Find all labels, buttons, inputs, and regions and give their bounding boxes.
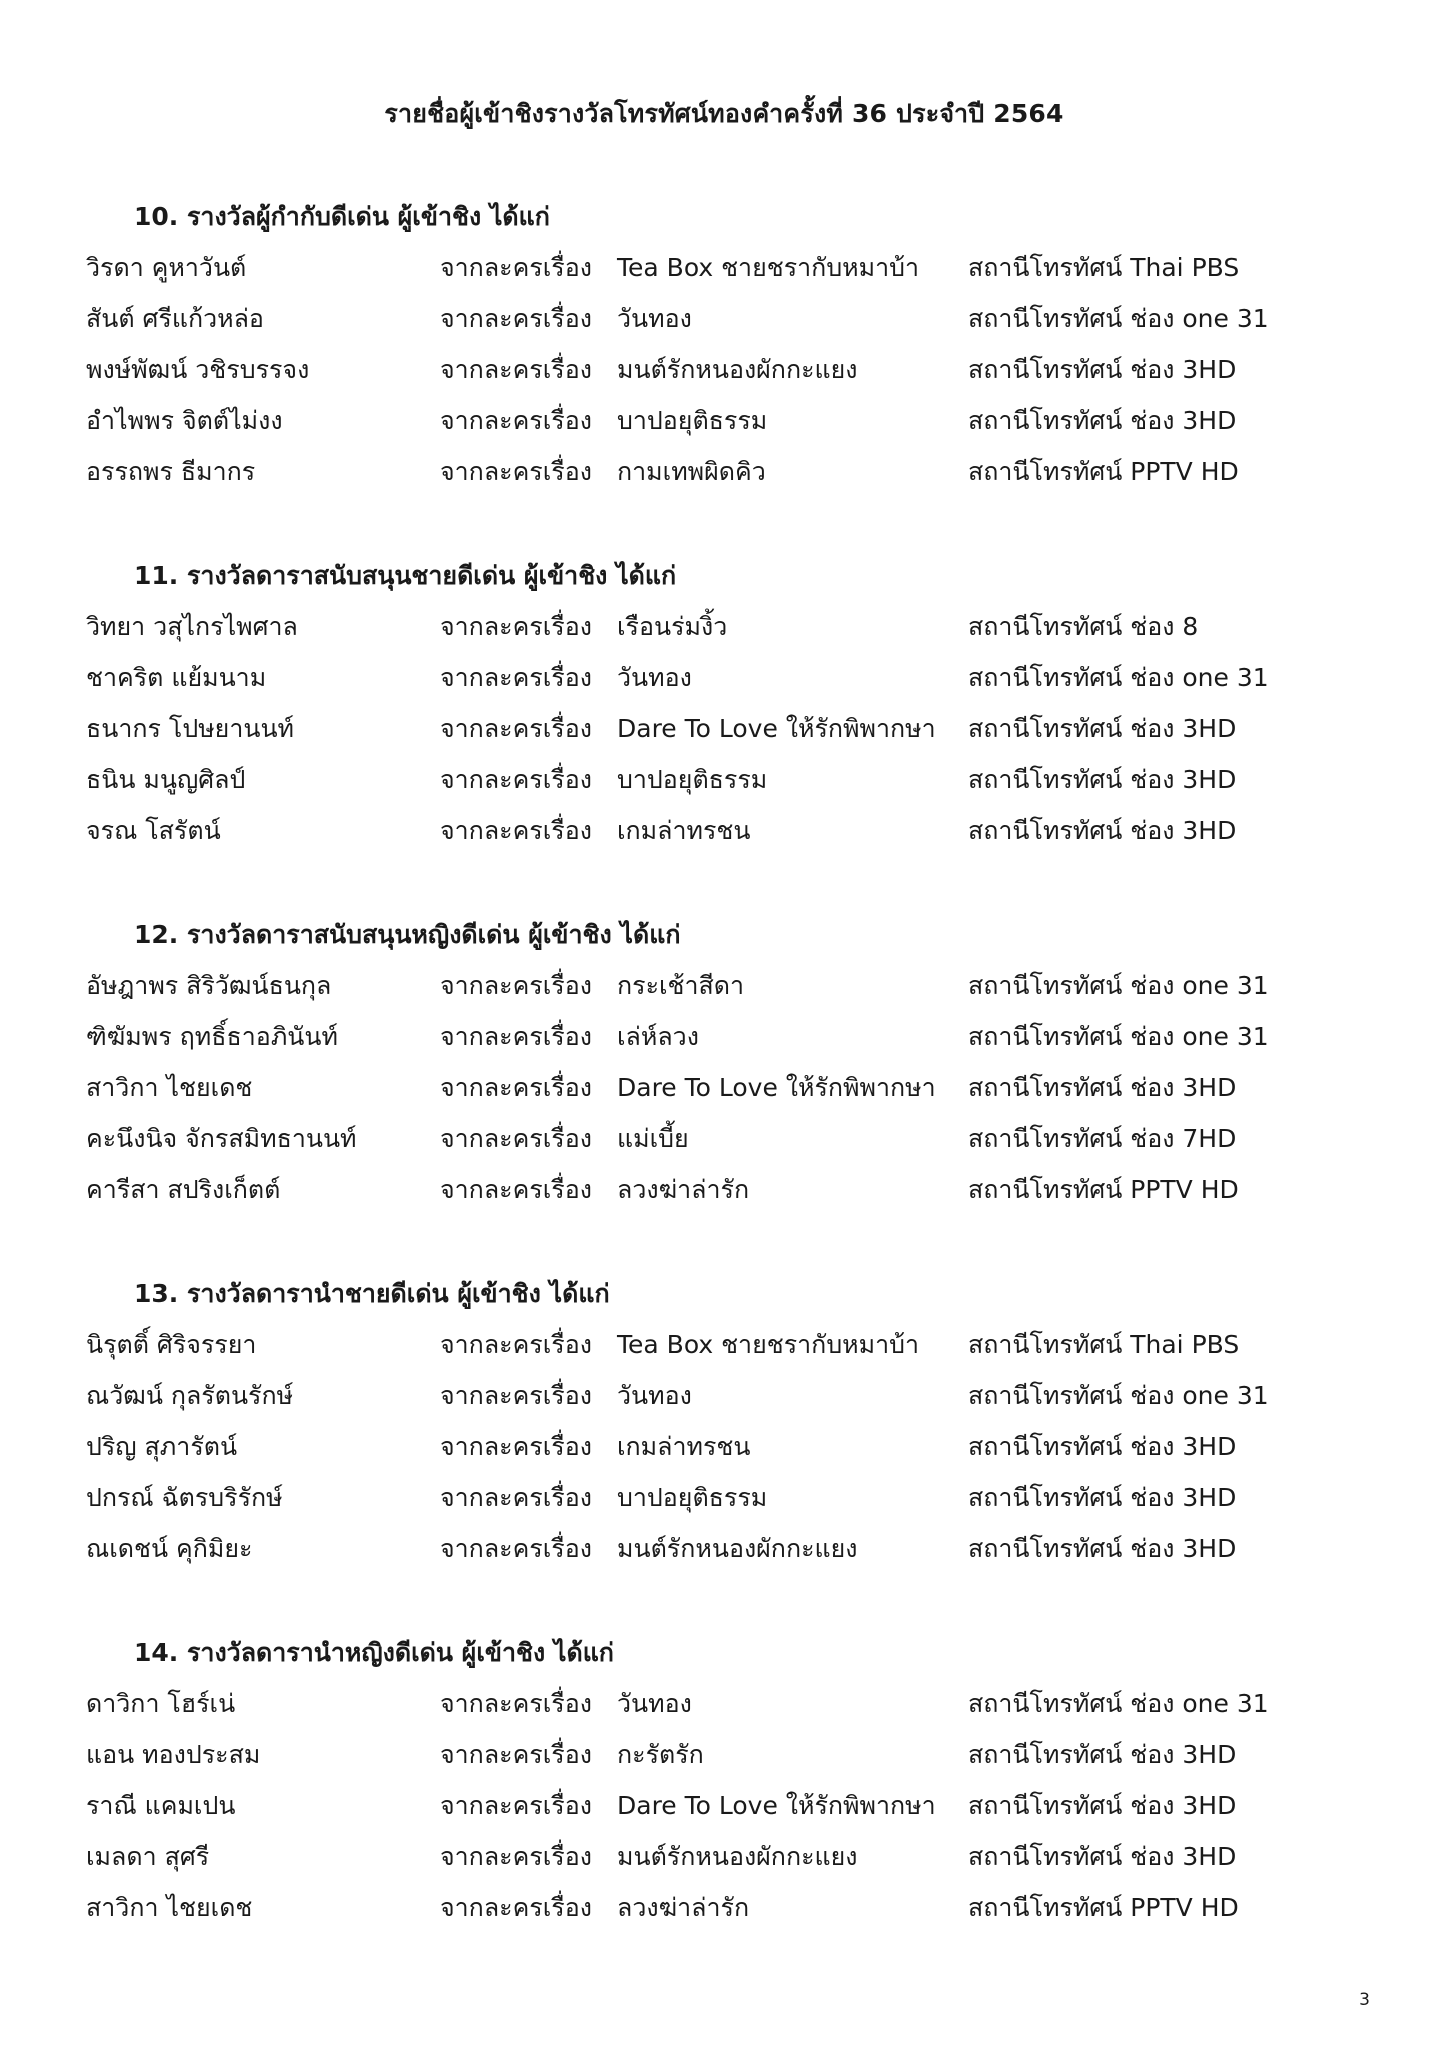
station-name: สถานีโทรทัศน์ Thai PBS [968, 253, 1240, 282]
nominee-name: ฑิฆัมพร ฤทธิ์ธาอภินันท์ [86, 1022, 338, 1051]
show-title: เกมล่าทรชน [617, 816, 751, 845]
nominee-row [0, 1478, 1448, 1529]
nominee-row [0, 1837, 1448, 1888]
station-name: สถานีโทรทัศน์ ช่อง 3HD [968, 355, 1237, 384]
from-label: จากละครเรื่อง [440, 1381, 592, 1410]
from-label: จากละครเรื่อง [440, 1330, 592, 1359]
station-name: สถานีโทรทัศน์ ช่อง one 31 [968, 663, 1269, 692]
station-name: สถานีโทรทัศน์ ช่อง 8 [968, 612, 1199, 641]
show-title: เกมล่าทรชน [617, 1432, 751, 1461]
station-name: สถานีโทรทัศน์ PPTV HD [968, 457, 1239, 486]
nominee-row [0, 1735, 1448, 1786]
nominee-row [0, 1325, 1448, 1376]
section-heading: 10. รางวัลผู้กำกับดีเด่น ผู้เข้าชิง ได้แก่ [134, 202, 550, 231]
nominee-name: อรรถพร ธีมากร [86, 457, 256, 486]
section-heading: 14. รางวัลดารานำหญิงดีเด่น ผู้เข้าชิง ได้แก่ [134, 1638, 614, 1667]
nominee-name: คะนึงนิจ จักรสมิทธานนท์ [86, 1124, 357, 1153]
station-name: สถานีโทรทัศน์ PPTV HD [968, 1893, 1239, 1922]
from-label: จากละครเรื่อง [440, 1073, 592, 1102]
nominee-row [0, 966, 1448, 1017]
nominee-row [0, 452, 1448, 503]
show-title: บาปอยุติธรรม [617, 1483, 768, 1512]
station-name: สถานีโทรทัศน์ ช่อง 3HD [968, 816, 1237, 845]
nominee-name: เมลดา สุศรี [86, 1842, 210, 1871]
nominee-row [0, 401, 1448, 452]
nominee-name: นิรุตติ์ ศิริจรรยา [86, 1330, 257, 1359]
station-name: สถานีโทรทัศน์ ช่อง one 31 [968, 304, 1269, 333]
nominee-name: ดาวิกา โฮร์เน่ [86, 1689, 236, 1718]
station-name: สถานีโทรทัศน์ ช่อง 3HD [968, 1073, 1237, 1102]
nominee-row [0, 248, 1448, 299]
from-label: จากละครเรื่อง [440, 253, 592, 282]
from-label: จากละครเรื่อง [440, 765, 592, 794]
nominee-row [0, 1017, 1448, 1068]
nominee-row [0, 299, 1448, 350]
from-label: จากละครเรื่อง [440, 1175, 592, 1204]
nominee-row [0, 811, 1448, 862]
show-title: มนต์รักหนองผักกะแยง [617, 1842, 858, 1871]
station-name: สถานีโทรทัศน์ ช่อง 7HD [968, 1124, 1237, 1153]
station-name: สถานีโทรทัศน์ ช่อง one 31 [968, 971, 1269, 1000]
nominee-name: ปกรณ์ ฉัตรบริรักษ์ [86, 1483, 283, 1512]
show-title: Dare To Love ให้รักพิพากษา [617, 1791, 936, 1820]
station-name: สถานีโทรทัศน์ ช่อง 3HD [968, 1791, 1237, 1820]
nominee-name: สันต์ ศรีแก้วหล่อ [86, 304, 264, 333]
show-title: ลวงฆ่าล่ารัก [617, 1175, 750, 1204]
nominee-row [0, 1786, 1448, 1837]
nominee-name: ปริญ สุภารัตน์ [86, 1432, 238, 1461]
from-label: จากละครเรื่อง [440, 714, 592, 743]
nominee-name: วิทยา วสุไกรไพศาล [86, 612, 298, 641]
section-heading: 11. รางวัลดาราสนับสนุนชายดีเด่น ผู้เข้าชิง ได้แก่ [134, 561, 677, 590]
nominee-row [0, 760, 1448, 811]
from-label: จากละครเรื่อง [440, 1791, 592, 1820]
from-label: จากละครเรื่อง [440, 1022, 592, 1051]
nominee-name: คารีสา สปริงเก็ตต์ [86, 1175, 281, 1204]
nominee-name: ธนากร โปษยานนท์ [86, 714, 295, 743]
from-label: จากละครเรื่อง [440, 1842, 592, 1871]
show-title: เรือนร่มงิ้ว [617, 612, 728, 641]
nominee-name: อัษฎาพร สิริวัฒน์ธนกุล [86, 971, 332, 1000]
show-title: บาปอยุติธรรม [617, 406, 768, 435]
nominee-row [0, 1888, 1448, 1939]
show-title: วันทอง [617, 1381, 692, 1410]
from-label: จากละครเรื่อง [440, 1124, 592, 1153]
nominee-row [0, 1376, 1448, 1427]
nominee-row [0, 1684, 1448, 1735]
station-name: สถานีโทรทัศน์ ช่อง one 31 [968, 1022, 1269, 1051]
show-title: เล่ห์ลวง [617, 1022, 699, 1051]
nominee-row [0, 607, 1448, 658]
show-title: Tea Box ชายชรากับหมาบ้า [617, 1330, 920, 1359]
show-title: แม่เบี้ย [617, 1124, 689, 1153]
station-name: สถานีโทรทัศน์ ช่อง one 31 [968, 1381, 1269, 1410]
nominee-name: อำไพพร จิตต์ไม่งง [86, 406, 283, 435]
from-label: จากละครเรื่อง [440, 663, 592, 692]
station-name: สถานีโทรทัศน์ ช่อง 3HD [968, 1483, 1237, 1512]
page-number: 3 [1359, 1990, 1370, 2010]
station-name: สถานีโทรทัศน์ ช่อง one 31 [968, 1689, 1269, 1718]
show-title: กามเทพผิดคิว [617, 457, 766, 486]
station-name: สถานีโทรทัศน์ Thai PBS [968, 1330, 1240, 1359]
show-title: วันทอง [617, 304, 692, 333]
station-name: สถานีโทรทัศน์ ช่อง 3HD [968, 1432, 1237, 1461]
from-label: จากละครเรื่อง [440, 355, 592, 384]
from-label: จากละครเรื่อง [440, 816, 592, 845]
from-label: จากละครเรื่อง [440, 1740, 592, 1769]
show-title: Tea Box ชายชรากับหมาบ้า [617, 253, 920, 282]
station-name: สถานีโทรทัศน์ ช่อง 3HD [968, 406, 1237, 435]
from-label: จากละครเรื่อง [440, 1689, 592, 1718]
show-title: บาปอยุติธรรม [617, 765, 768, 794]
show-title: ลวงฆ่าล่ารัก [617, 1893, 750, 1922]
nominee-name: แอน ทองประสม [86, 1740, 261, 1769]
nominee-row [0, 1529, 1448, 1580]
from-label: จากละครเรื่อง [440, 1893, 592, 1922]
from-label: จากละครเรื่อง [440, 612, 592, 641]
nominee-name: จรณ โสรัตน์ [86, 816, 221, 845]
nominee-row [0, 709, 1448, 760]
show-title: กระเช้าสีดา [617, 971, 745, 1000]
nominee-name: ธนิน มนูญศิลป์ [86, 765, 246, 794]
nominee-name: วิรดา คูหาวันต์ [86, 253, 247, 282]
station-name: สถานีโทรทัศน์ ช่อง 3HD [968, 1534, 1237, 1563]
show-title: มนต์รักหนองผักกะแยง [617, 1534, 858, 1563]
nominee-name: ชาคริต แย้มนาม [86, 663, 267, 692]
nominee-name: สาวิกา ไชยเดช [86, 1073, 253, 1102]
nominee-name: ณวัฒน์ กุลรัตนรักษ์ [86, 1381, 294, 1410]
nominee-row [0, 350, 1448, 401]
from-label: จากละครเรื่อง [440, 1534, 592, 1563]
nominee-name: ณเดชน์ คุกิมิยะ [86, 1534, 253, 1563]
from-label: จากละครเรื่อง [440, 304, 592, 333]
nominee-row [0, 1170, 1448, 1221]
from-label: จากละครเรื่อง [440, 406, 592, 435]
nominee-row [0, 658, 1448, 709]
station-name: สถานีโทรทัศน์ ช่อง 3HD [968, 714, 1237, 743]
nominee-row [0, 1068, 1448, 1119]
nominee-row [0, 1427, 1448, 1478]
section-heading: 12. รางวัลดาราสนับสนุนหญิงดีเด่น ผู้เข้าชิง ได้แก่ [134, 920, 681, 949]
station-name: สถานีโทรทัศน์ ช่อง 3HD [968, 1842, 1237, 1871]
nominee-name: สาวิกา ไชยเดช [86, 1893, 253, 1922]
page-title: รายชื่อผู้เข้าชิงรางวัลโทรทัศน์ทองคำครั้งที่ 36 ประจำปี 2564 [384, 99, 1064, 128]
from-label: จากละครเรื่อง [440, 1432, 592, 1461]
show-title: วันทอง [617, 663, 692, 692]
nominee-name: ราณี แคมเปน [86, 1791, 236, 1820]
show-title: Dare To Love ให้รักพิพากษา [617, 714, 936, 743]
show-title: มนต์รักหนองผักกะแยง [617, 355, 858, 384]
section-heading: 13. รางวัลดารานำชายดีเด่น ผู้เข้าชิง ได้แก่ [134, 1279, 610, 1308]
from-label: จากละครเรื่อง [440, 457, 592, 486]
from-label: จากละครเรื่อง [440, 971, 592, 1000]
nominee-row [0, 1119, 1448, 1170]
show-title: วันทอง [617, 1689, 692, 1718]
station-name: สถานีโทรทัศน์ ช่อง 3HD [968, 765, 1237, 794]
from-label: จากละครเรื่อง [440, 1483, 592, 1512]
show-title: กะรัตรัก [617, 1740, 704, 1769]
station-name: สถานีโทรทัศน์ PPTV HD [968, 1175, 1239, 1204]
show-title: Dare To Love ให้รักพิพากษา [617, 1073, 936, 1102]
station-name: สถานีโทรทัศน์ ช่อง 3HD [968, 1740, 1237, 1769]
nominee-name: พงษ์พัฒน์ วชิรบรรจง [86, 355, 310, 384]
